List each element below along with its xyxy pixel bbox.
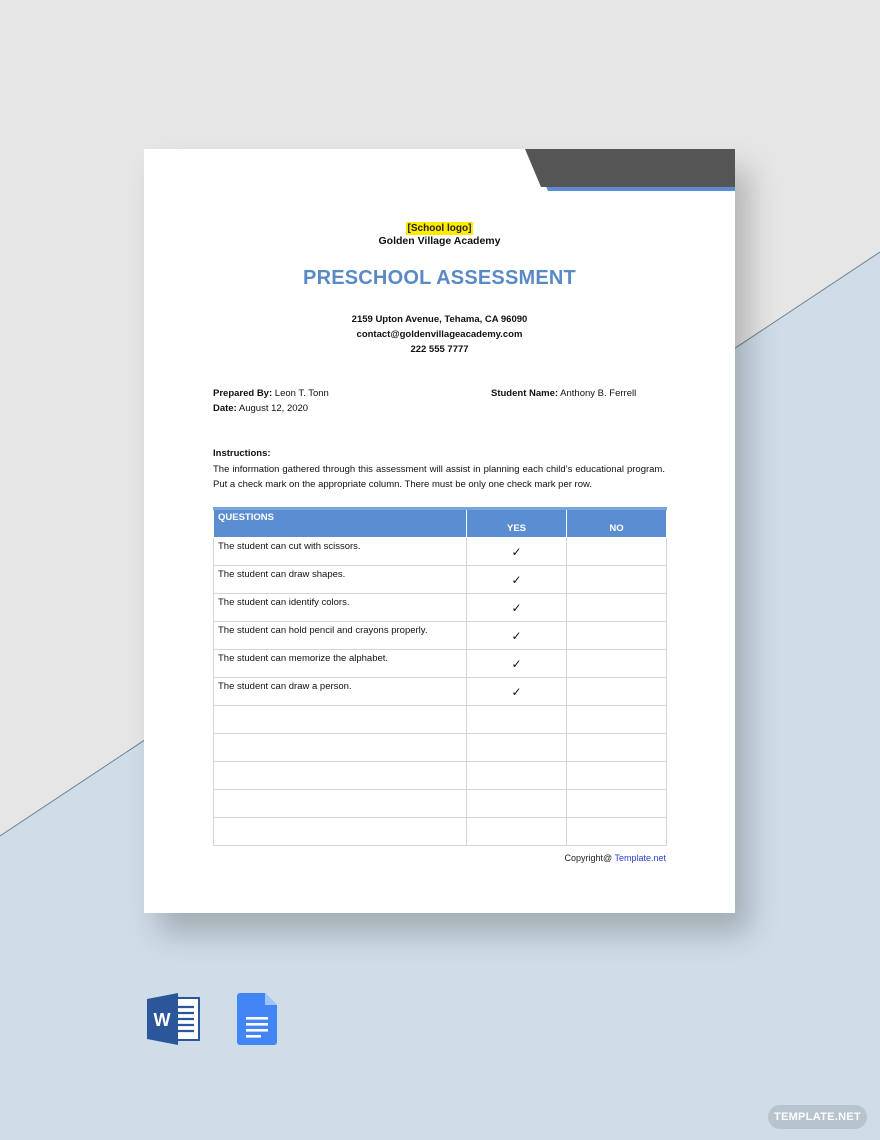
no-cell [567, 818, 667, 846]
header-no: NO [567, 509, 667, 538]
copyright [564, 853, 666, 863]
no-cell [567, 650, 667, 678]
microsoft-word-icon[interactable] [147, 993, 201, 1045]
instructions-heading: Instructions: [213, 448, 271, 459]
table-row [214, 650, 667, 678]
header-yes: YES [467, 509, 567, 538]
copyright-label: Copyright@ [564, 853, 613, 863]
table-row [214, 734, 667, 762]
header-questions: QUESTIONS [214, 509, 467, 538]
date-label: Date: [213, 403, 237, 414]
question-cell: The student can draw a person. [214, 678, 467, 706]
prepared-by-value: Leon T. Tonn [274, 388, 329, 399]
question-cell [214, 706, 467, 734]
table-row [214, 818, 667, 846]
table-row [214, 622, 667, 650]
question-cell [214, 790, 467, 818]
yes-cell: ✓ [467, 566, 567, 594]
yes-cell [467, 706, 567, 734]
table-row [214, 706, 667, 734]
yes-cell [467, 734, 567, 762]
document-title: PRESCHOOL ASSESSMENT [303, 267, 576, 289]
table-row [214, 762, 667, 790]
no-cell [567, 706, 667, 734]
yes-cell [467, 762, 567, 790]
no-cell [567, 538, 667, 566]
prepared-by-label: Prepared By: [213, 388, 273, 399]
table-row [214, 790, 667, 818]
student-name [491, 388, 636, 399]
yes-cell: ✓ [467, 650, 567, 678]
student-name-label: Student Name: [491, 388, 559, 399]
school-name: Golden Village Academy [378, 235, 501, 247]
yes-cell: ✓ [467, 678, 567, 706]
school-address: 2159 Upton Avenue, Tehama, CA 96090 [351, 314, 528, 325]
table-row [214, 594, 667, 622]
table-row [214, 678, 667, 706]
copyright-link[interactable]: Template.net [614, 853, 666, 863]
table-header-row [214, 509, 667, 538]
question-cell: The student can identify colors. [214, 594, 467, 622]
yes-cell: ✓ [467, 538, 567, 566]
yes-cell [467, 790, 567, 818]
yes-cell: ✓ [467, 622, 567, 650]
document-page [144, 149, 735, 913]
logo-placeholder-wrap [144, 218, 735, 236]
question-cell [214, 734, 467, 762]
question-cell: The student can cut with scissors. [214, 538, 467, 566]
no-cell [567, 566, 667, 594]
prepared-by [213, 388, 329, 399]
no-cell [567, 622, 667, 650]
yes-cell: ✓ [467, 594, 567, 622]
date-value: August 12, 2020 [238, 403, 309, 414]
school-email: contact@goldenvillageacademy.com [356, 329, 523, 340]
table-row [214, 538, 667, 566]
yes-cell [467, 818, 567, 846]
assessment-table [213, 507, 667, 846]
school-phone: 222 555 7777 [410, 344, 469, 355]
template-net-badge[interactable]: TEMPLATE.NET [768, 1105, 867, 1129]
google-docs-icon[interactable] [237, 993, 277, 1045]
date [213, 403, 308, 414]
question-cell [214, 818, 467, 846]
question-cell [214, 762, 467, 790]
no-cell [567, 762, 667, 790]
question-cell: The student can draw shapes. [214, 566, 467, 594]
table-row [214, 566, 667, 594]
corner-decoration [525, 149, 735, 191]
question-cell: The student can memorize the alphabet. [214, 650, 467, 678]
instructions-text: The information gathered through this assessment will assist in planning each child’s educational program. Put a check mark on the appropriate column. There must be only one check mark per row. [213, 464, 665, 490]
school-logo-placeholder: [School logo] [407, 223, 472, 234]
no-cell [567, 678, 667, 706]
student-name-value: Anthony B. Ferrell [560, 388, 637, 399]
no-cell [567, 790, 667, 818]
no-cell [567, 594, 667, 622]
word-letter: W [153, 1010, 171, 1030]
no-cell [567, 734, 667, 762]
question-cell: The student can hold pencil and crayons properly. [214, 622, 467, 650]
